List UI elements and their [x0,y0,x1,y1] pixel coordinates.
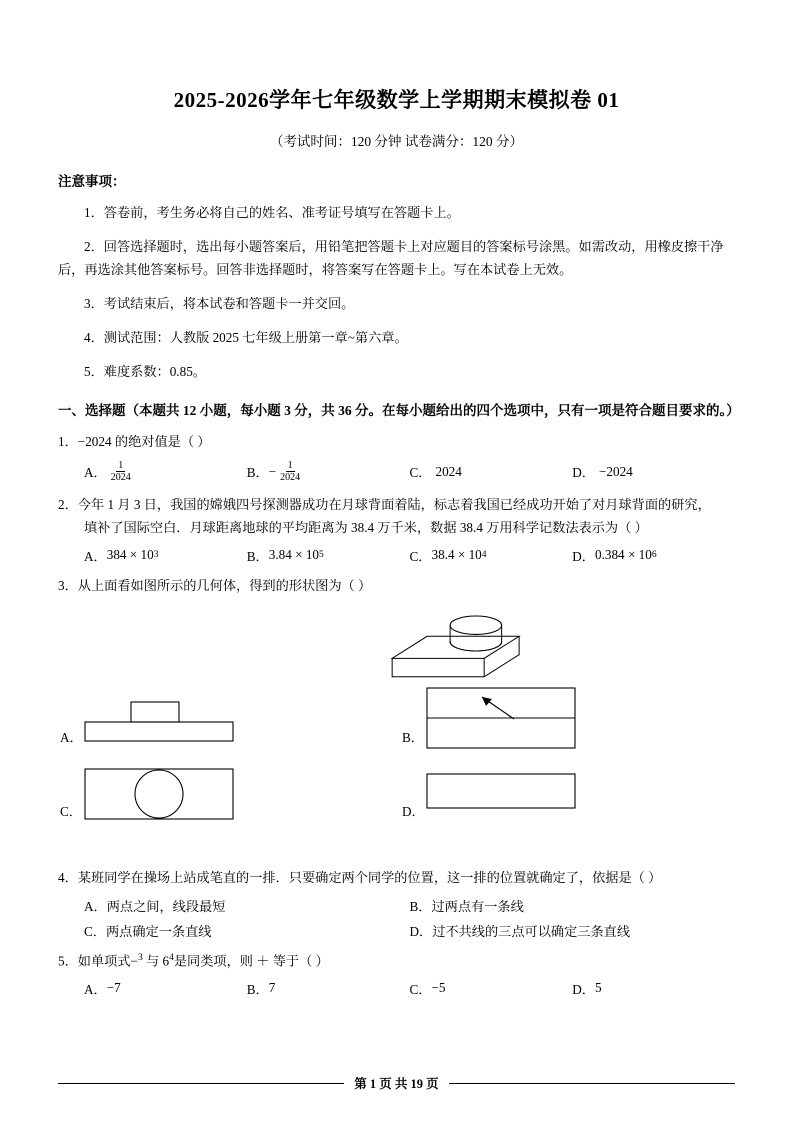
page-number: 第 1 页 共 19 页 [344,1074,448,1092]
option-4-B-value: 过两点有一条线 [431,898,524,914]
question-1-text: −2024 的绝对值是（ ） [77,434,211,450]
option-5-A-label: A． [84,981,107,997]
option-1-B[interactable] [247,460,410,484]
question-4-options-row1 [84,896,735,915]
question-3-figure-area [58,605,735,857]
notice-item-1: 1．答卷前，考生务必将自己的姓名、准考证号填写在答题卡上。 [84,205,460,220]
option-5-C[interactable] [410,979,573,998]
notice-scope-prefix: 4．测试范围： [84,330,170,346]
option-3-D-shape[interactable] [426,773,576,809]
question-3 [58,575,735,597]
option-5-D[interactable] [572,979,735,998]
option-3-A-shape[interactable] [84,700,234,742]
option-5-A[interactable] [84,979,247,998]
question-5-text-a: 如单项式− [77,953,138,969]
option-2-A-label: A． [84,548,107,564]
option-4-A[interactable] [84,896,410,915]
question-5 [58,950,735,973]
notice-scope-range: 人教版 2025 七年级上册第一章~第六章。 [169,330,408,346]
option-5-D-label: D． [572,981,595,997]
option-2-D-exponent: 6 [651,550,657,561]
option-2-D[interactable] [572,546,735,565]
question-5-number: 5． [58,953,78,969]
question-4-options-row2 [84,921,735,940]
question-2 [58,494,735,540]
option-1-D[interactable] [572,460,735,484]
question-5-text-c: 是同类项，则 [173,953,253,969]
question-1 [58,431,735,453]
option-1-A-label: A． [84,465,107,481]
option-2-B[interactable] [247,546,410,565]
option-3-C-shape[interactable] [84,768,234,820]
option-5-D-value: 5 [594,980,602,995]
option-2-A-value: 384 × 10 [106,547,154,563]
option-1-C[interactable] [410,460,573,484]
question-2-options [84,546,735,565]
question-3-text: 从上面看如图所示的几何体，得到的形状图为（ ） [77,577,372,593]
option-2-B-label: B． [246,548,269,564]
option-2-B-value: 3.84 × 10 [268,547,320,563]
option-2-C-value: 38.4 × 10 [431,547,482,563]
option-4-B[interactable] [410,896,736,915]
option-2-C-label: C． [409,548,432,564]
option-2-C-exponent: 4 [481,550,487,561]
question-5-exponent-1: 3 [137,952,143,963]
exam-meta-subtitle: （考试时间：120 分钟 试卷满分：120 分） [269,134,524,149]
question-1-number: 1． [58,434,78,450]
option-4-B-label: B． [409,898,432,914]
question-5-options [84,979,735,998]
section-heading-choice: 一、选择题（本题共 12 小题，每小题 3 分，共 36 分。在每小题给出的四个选项中，只有一项是符合题目要求的。） [58,402,740,418]
option-1-C-value: 2024 [435,463,462,479]
option-1-B-label: B． [246,465,269,481]
option-2-C[interactable] [410,546,573,565]
question-4-number: 4． [58,870,78,886]
question-4 [58,867,735,889]
option-4-D-value: 过不共线的三点可以确定三条直线 [432,923,631,939]
question-5-exponent-2: 4 [169,952,174,963]
question-1-options [84,460,735,484]
option-1-C-label: C． [409,465,432,481]
question-2-text-line1: 今年 1 月 3 日，我国的嫦娥四号探测器成功在月球背面着陆，标志着我国已经成功开始了对月球背面的研究， [77,496,711,512]
option-3-A-label[interactable]: A． [60,730,83,746]
option-5-B-label: B． [246,981,269,997]
option-1-D-label: D． [572,465,595,481]
option-3-B-shape[interactable] [426,687,576,749]
option-5-C-label: C． [409,981,432,997]
option-4-C-label: C． [84,923,106,939]
notice-item-4 [58,326,735,349]
fraction-neg-1-over-2024: $\frac{1}{2024}$ [280,459,301,484]
question-2-number: 2． [58,496,78,512]
option-4-A-label: A． [84,898,107,914]
option-5-B-value: 7 [268,980,276,995]
option-5-A-value: −7 [106,980,121,995]
option-5-B[interactable] [247,979,410,998]
question-2-text-line2: 填补了国际空白．月球距离地球的平均距离为 38.4 万千米，数据 38.4 万用科学记数法表示为（ ） [84,520,648,536]
option-4-C[interactable] [84,921,410,940]
question-5-text-d: ＋ [256,953,270,969]
question-5-text-e: 等于（ ） [272,953,329,969]
option-2-D-label: D． [572,548,595,564]
option-3-C-label[interactable]: C． [60,804,82,820]
option-4-C-value: 两点确定一条直线 [105,923,212,939]
minus-sign: − [268,463,277,479]
notice-item-2: 2．回答选择题时，选出每小题答案后，用铅笔把答题卡上对应题目的答案标号涂黑。如需改动，用橡皮擦干净后，再选涂其他答案标号。回答非选择题时，将答案写在答题卡上。写在本试卷上无效。 [58,239,724,278]
notice-heading: 注意事项： [58,174,126,189]
option-2-A-exponent: 3 [153,550,159,561]
notice-item-3: 3．考试结束后，将本试卷和答题卡一并交回。 [84,296,355,312]
option-2-D-value: 0.384 × 10 [594,547,652,563]
option-3-D-label[interactable]: D． [402,804,425,820]
page-footer [0,1074,793,1092]
option-2-B-exponent: 5 [319,550,324,561]
question-5-text-b: 与 6 [146,953,170,969]
option-5-C-value: −5 [431,980,446,995]
option-1-D-value: −2024 [598,463,633,479]
question-4-text: 某班同学在操场上站成笔直的一排．只要确定两个同学的位置，这一排的位置就确定了，依据是（ ） [77,870,662,886]
question-3-number: 3． [58,577,78,593]
option-2-A[interactable] [84,546,247,565]
page-title: 2025-2026学年七年级数学上学期期末模拟卷 01 [173,88,620,112]
option-1-A[interactable] [84,460,247,484]
solid-cuboid-with-cylinder-figure [378,605,548,697]
option-4-A-value: 两点之间，线段最短 [106,898,226,914]
option-3-B-label[interactable]: B． [402,730,424,746]
option-4-D-label: D． [409,923,433,939]
fraction-1-over-2024: $\frac{1}{2024}$ [110,459,131,484]
option-4-D[interactable] [410,921,736,940]
notice-item-5: 5．难度系数：0.85。 [84,364,206,380]
